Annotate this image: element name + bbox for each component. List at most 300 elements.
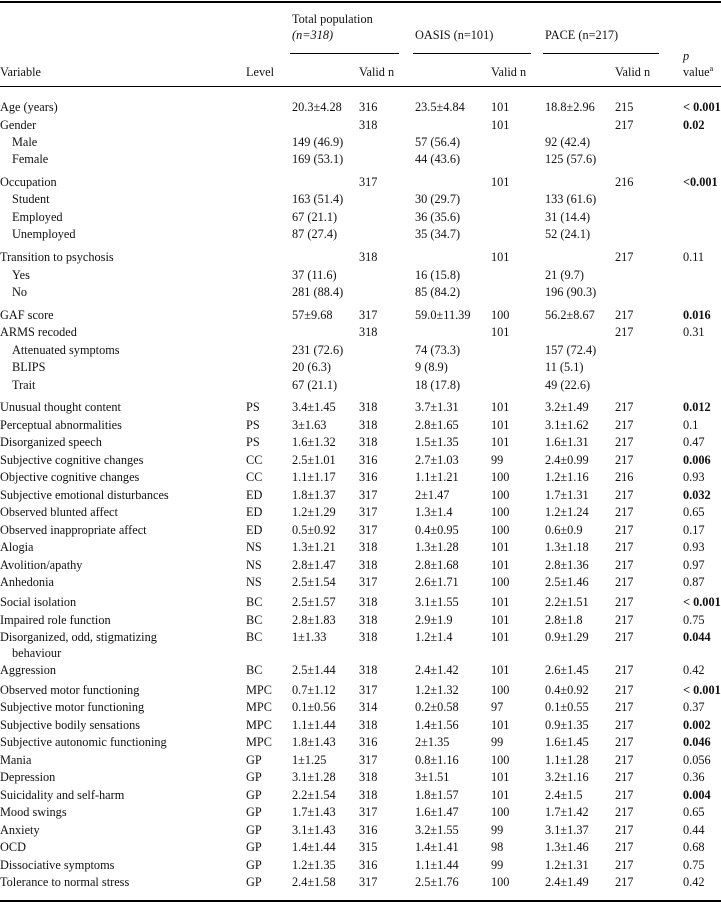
cell-total-value: 281 (88.4)	[292, 285, 344, 299]
cell-oasis-value: 0.2±0.58	[415, 700, 459, 714]
cell-total-valid-n: 318	[359, 788, 378, 802]
cell-pace-value: 2.4±1.5	[545, 788, 583, 802]
cell-total-valid-n: 317	[359, 505, 378, 519]
cell-variable: GAF score	[0, 308, 54, 322]
cell-total-valid-n: 318	[359, 540, 378, 554]
cell-level: GP	[246, 858, 262, 872]
cell-variable: Subjective motor functioning	[0, 700, 145, 714]
cell-p-value: 0.012	[683, 400, 711, 414]
cell-variable: Mania	[0, 753, 32, 767]
cell-total-valid-n: 316	[359, 453, 378, 467]
cell-pace-value: 21 (9.7)	[545, 268, 584, 282]
cell-total-value: 37 (11.6)	[292, 268, 337, 282]
cell-total-value: 20 (6.3)	[292, 360, 331, 374]
cell-total-value: 3.1±1.43	[292, 823, 336, 837]
cell-oasis-value: 3.1±1.55	[415, 595, 459, 609]
cell-oasis-valid-n: 100	[491, 470, 510, 484]
cell-pace-value: 1.3±1.46	[545, 840, 589, 854]
cell-total-valid-n: 314	[359, 700, 378, 714]
cell-level: GP	[246, 805, 262, 819]
cell-variable: Objective cognitive changes	[0, 470, 140, 484]
cell-pace-valid-n: 217	[615, 453, 634, 467]
cell-level: GP	[246, 770, 262, 784]
cell-level: BC	[246, 663, 263, 677]
cell-oasis-value: 2.6±1.71	[415, 575, 459, 589]
cell-oasis-valid-n: 101	[491, 595, 510, 609]
cell-variable: Tolerance to normal stress	[0, 875, 130, 889]
cell-p-value: 0.1	[683, 418, 699, 432]
cell-level: BC	[246, 595, 263, 609]
cell-oasis-value: 2±1.35	[415, 735, 450, 749]
cell-p-value: 0.056	[683, 753, 711, 767]
cell-total-value: 2.8±1.83	[292, 613, 336, 627]
cell-total-value: 1±1.33	[292, 630, 327, 644]
cell-variable: Female	[12, 152, 49, 166]
cell-oasis-valid-n: 101	[491, 418, 510, 432]
cell-oasis-valid-n: 100	[491, 753, 510, 767]
cell-variable: BLIPS	[12, 360, 46, 374]
cell-variable: No	[12, 285, 28, 299]
cell-total-value: 0.1±0.56	[292, 700, 336, 714]
header-level: Level	[246, 65, 274, 79]
cell-oasis-value: 1.4±1.56	[415, 718, 459, 732]
cell-oasis-value: 1.4±1.41	[415, 840, 459, 854]
cell-variable: Occupation	[0, 175, 57, 189]
cell-total-valid-n: 315	[359, 840, 378, 854]
cell-total-value: 3.1±1.28	[292, 770, 336, 784]
cell-variable: Avolition/apathy	[0, 558, 83, 572]
cell-oasis-valid-n: 100	[491, 523, 510, 537]
cell-p-value: 0.002	[683, 718, 711, 732]
cell-total-valid-n: 318	[359, 770, 378, 784]
cell-total-value: 2.5±1.54	[292, 575, 336, 589]
cell-oasis-valid-n: 101	[491, 118, 510, 132]
cell-total-value: 1.8±1.37	[292, 488, 336, 502]
cell-oasis-valid-n: 99	[491, 858, 504, 872]
cell-variable: Mood swings	[0, 805, 67, 819]
cell-total-value: 1.3±1.21	[292, 540, 336, 554]
cell-total-valid-n: 318	[359, 558, 378, 572]
cell-total-value: 2.5±1.01	[292, 453, 336, 467]
header-total-valid-n: Valid n	[359, 65, 395, 79]
cell-pace-value: 2.4±0.99	[545, 453, 589, 467]
cell-oasis-value: 18 (17.8)	[415, 378, 461, 392]
cell-pace-value: 0.4±0.92	[545, 683, 589, 697]
cell-pace-value: 3.1±1.62	[545, 418, 589, 432]
cell-pace-value: 2.4±1.49	[545, 875, 589, 889]
cell-pace-valid-n: 217	[615, 505, 634, 519]
cell-pace-valid-n: 217	[615, 753, 634, 767]
cell-pace-value: 3.1±1.37	[545, 823, 589, 837]
cell-p-value: 0.11	[683, 250, 705, 264]
cell-oasis-value: 16 (15.8)	[415, 268, 461, 282]
cell-total-value: 1.6±1.32	[292, 435, 336, 449]
cell-level: GP	[246, 823, 262, 837]
cell-total-value: 87 (27.4)	[292, 227, 338, 241]
cell-level: PS	[246, 400, 260, 414]
cell-oasis-valid-n: 99	[491, 453, 504, 467]
cell-oasis-valid-n: 101	[491, 630, 510, 644]
cell-pace-value: 31 (14.4)	[545, 210, 591, 224]
cell-level: PS	[246, 435, 260, 449]
cell-oasis-valid-n: 99	[491, 823, 504, 837]
cell-oasis-valid-n: 101	[491, 325, 510, 339]
cell-pace-value: 0.6±0.9	[545, 523, 583, 537]
cell-total-value: 149 (46.9)	[292, 135, 344, 149]
cell-p-value: 0.93	[683, 470, 705, 484]
cell-total-valid-n: 318	[359, 418, 378, 432]
cell-p-value: 0.65	[683, 805, 705, 819]
cell-oasis-valid-n: 100	[491, 488, 510, 502]
cell-variable: Yes	[12, 268, 30, 282]
cell-oasis-value: 1.5±1.35	[415, 435, 459, 449]
cell-variable: Social isolation	[0, 595, 77, 609]
top-rule	[0, 1, 721, 3]
cell-total-valid-n: 318	[359, 663, 378, 677]
cell-level: ED	[246, 505, 263, 519]
cell-pace-valid-n: 217	[615, 823, 634, 837]
header-variable: Variable	[0, 65, 41, 79]
cell-pace-valid-n: 217	[615, 630, 634, 644]
cell-total-valid-n: 318	[359, 613, 378, 627]
cell-pace-valid-n: 217	[615, 540, 634, 554]
total-group-underline	[290, 53, 399, 54]
cell-variable: Observed blunted affect	[0, 505, 118, 519]
cell-total-valid-n: 318	[359, 325, 378, 339]
cell-variable: Depression	[0, 770, 56, 784]
cell-oasis-value: 0.8±1.16	[415, 753, 459, 767]
cell-pace-value: 1.6±1.45	[545, 735, 589, 749]
cell-oasis-valid-n: 99	[491, 735, 504, 749]
cell-variable: Anxiety	[0, 823, 40, 837]
cell-pace-value: 49 (22.6)	[545, 378, 591, 392]
cell-variable: Subjective autonomic functioning	[0, 735, 167, 749]
cell-total-value: 3±1.63	[292, 418, 327, 432]
cell-oasis-valid-n: 100	[491, 308, 510, 322]
cell-p-value: 0.004	[683, 788, 711, 802]
cell-pace-value: 2.2±1.51	[545, 595, 589, 609]
cell-variable: Employed	[12, 210, 63, 224]
cell-level: ED	[246, 488, 263, 502]
cell-oasis-value: 44 (43.6)	[415, 152, 461, 166]
cell-pace-value: 2.5±1.46	[545, 575, 589, 589]
header-pace-valid-n: Valid n	[615, 65, 651, 79]
cell-oasis-valid-n: 100	[491, 505, 510, 519]
cell-total-valid-n: 317	[359, 523, 378, 537]
cell-oasis-value: 0.4±0.95	[415, 523, 459, 537]
cell-level: ED	[246, 523, 263, 537]
cell-total-valid-n: 318	[359, 400, 378, 414]
cell-p-value: 0.31	[683, 325, 705, 339]
cell-p-value: 0.68	[683, 840, 705, 854]
cell-oasis-valid-n: 101	[491, 540, 510, 554]
cell-pace-value: 1.1±1.28	[545, 753, 589, 767]
cell-p-value: 0.44	[683, 823, 705, 837]
cell-pace-valid-n: 217	[615, 488, 634, 502]
cell-pace-value: 3.2±1.16	[545, 770, 589, 784]
cell-oasis-value: 2.8±1.68	[415, 558, 459, 572]
cell-oasis-valid-n: 101	[491, 250, 510, 264]
cell-total-valid-n: 317	[359, 175, 378, 189]
cell-oasis-value: 1.2±1.4	[415, 630, 453, 644]
pace-group-underline	[543, 53, 659, 54]
cell-pace-valid-n: 217	[615, 325, 634, 339]
cell-oasis-value: 2.7±1.03	[415, 453, 459, 467]
cell-total-value: 1.4±1.44	[292, 840, 336, 854]
cell-pace-valid-n: 217	[615, 683, 634, 697]
cell-oasis-value: 1.1±1.21	[415, 470, 459, 484]
cell-oasis-value: 35 (34.7)	[415, 227, 461, 241]
cell-pace-value: 0.9±1.29	[545, 630, 589, 644]
oasis-group-underline	[413, 53, 531, 54]
cell-pace-value: 1.6±1.31	[545, 435, 589, 449]
cell-total-valid-n: 317	[359, 308, 378, 322]
cell-pace-valid-n: 217	[615, 613, 634, 627]
cell-level: GP	[246, 753, 262, 767]
cell-p-value: 0.046	[683, 735, 711, 749]
cell-oasis-valid-n: 101	[491, 400, 510, 414]
cell-pace-value: 2.8±1.8	[545, 613, 583, 627]
cell-variable: Observed motor functioning	[0, 683, 140, 697]
cell-oasis-value: 3.7±1.31	[415, 400, 459, 414]
cell-pace-value: 1.2±1.31	[545, 858, 589, 872]
cell-variable: Perceptual abnormalities	[0, 418, 122, 432]
cell-pace-valid-n: 217	[615, 875, 634, 889]
cell-oasis-value: 1.2±1.32	[415, 683, 459, 697]
cell-oasis-valid-n: 101	[491, 718, 510, 732]
cell-level: PS	[246, 418, 260, 432]
cell-pace-valid-n: 217	[615, 523, 634, 537]
cell-pace-valid-n: 217	[615, 700, 634, 714]
cell-oasis-value: 57 (56.4)	[415, 135, 461, 149]
cell-pace-valid-n: 217	[615, 435, 634, 449]
cell-variable: Subjective bodily sensations	[0, 718, 141, 732]
cell-pace-value: 3.2±1.49	[545, 400, 589, 414]
cell-pace-value: 196 (90.3)	[545, 285, 597, 299]
cell-oasis-valid-n: 100	[491, 683, 510, 697]
cell-oasis-value: 1.1±1.44	[415, 858, 459, 872]
cell-oasis-value: 30 (29.7)	[415, 192, 461, 206]
cell-total-valid-n: 318	[359, 595, 378, 609]
cell-total-value: 231 (72.6)	[292, 343, 344, 357]
cell-total-value: 1.1±1.44	[292, 718, 336, 732]
cell-total-value: 0.5±0.92	[292, 523, 336, 537]
cell-oasis-value: 23.5±4.84	[415, 100, 465, 114]
cell-oasis-value: 2.5±1.76	[415, 875, 459, 889]
header-p-line2: value$^a$	[683, 64, 714, 80]
cell-p-value: 0.044	[683, 630, 711, 644]
cell-pace-value: 2.6±1.45	[545, 663, 589, 677]
cell-total-valid-n: 317	[359, 875, 378, 889]
cell-pace-value: 157 (72.4)	[545, 343, 597, 357]
cell-total-value: 67 (21.1)	[292, 210, 338, 224]
cell-p-value: 0.032	[683, 488, 711, 502]
cell-oasis-value: 3±1.51	[415, 770, 450, 784]
cell-oasis-valid-n: 101	[491, 175, 510, 189]
cell-oasis-value: 9 (8.9)	[415, 360, 448, 374]
cell-pace-value: 1.7±1.31	[545, 488, 589, 502]
cell-oasis-valid-n: 101	[491, 770, 510, 784]
cell-variable: OCD	[0, 840, 26, 854]
cell-oasis-value: 1.8±1.57	[415, 788, 459, 802]
cell-total-valid-n: 317	[359, 488, 378, 502]
cell-variable: Suicidality and self-harm	[0, 788, 125, 802]
cell-total-value: 3.4±1.45	[292, 400, 336, 414]
cell-pace-valid-n: 217	[615, 840, 634, 854]
cell-level: NS	[246, 575, 262, 589]
cell-oasis-value: 59.0±11.39	[415, 308, 471, 322]
cell-p-value: 0.36	[683, 770, 705, 784]
bottom-rule	[0, 900, 721, 902]
cell-pace-valid-n: 217	[615, 805, 634, 819]
cell-oasis-valid-n: 100	[491, 875, 510, 889]
cell-level: CC	[246, 453, 263, 467]
cell-pace-valid-n: 217	[615, 663, 634, 677]
cell-variable: Alogia	[0, 540, 34, 554]
cell-p-value: 0.93	[683, 540, 705, 554]
cell-p-value: 0.75	[683, 613, 705, 627]
cell-pace-value: 0.1±0.55	[545, 700, 589, 714]
cell-pace-valid-n: 217	[615, 858, 634, 872]
cell-total-valid-n: 316	[359, 735, 378, 749]
cell-pace-value: 1.7±1.42	[545, 805, 589, 819]
cell-p-value: 0.42	[683, 663, 705, 677]
cell-total-valid-n: 316	[359, 470, 378, 484]
cell-oasis-value: 74 (73.3)	[415, 343, 461, 357]
cell-oasis-valid-n: 101	[491, 663, 510, 677]
cell-p-value: 0.42	[683, 875, 705, 889]
cell-level: NS	[246, 558, 262, 572]
cell-pace-valid-n: 217	[615, 558, 634, 572]
cell-total-value: 20.3±4.28	[292, 100, 342, 114]
cell-total-value: 1.2±1.35	[292, 858, 336, 872]
cell-oasis-valid-n: 100	[491, 805, 510, 819]
cell-total-value: 2.8±1.47	[292, 558, 336, 572]
cell-pace-valid-n: 217	[615, 250, 634, 264]
cell-p-value: 0.75	[683, 858, 705, 872]
cell-total-value: 2.2±1.54	[292, 788, 336, 802]
cell-oasis-valid-n: 101	[491, 558, 510, 572]
cell-pace-valid-n: 217	[615, 308, 634, 322]
cell-oasis-valid-n: 101	[491, 100, 510, 114]
cell-p-value: 0.65	[683, 505, 705, 519]
header-oasis-valid-n: Valid n	[491, 65, 527, 79]
cell-variable: Disorganized speech	[0, 435, 102, 449]
cell-oasis-value: 36 (35.6)	[415, 210, 461, 224]
cell-pace-value: 52 (24.1)	[545, 227, 591, 241]
cell-pace-valid-n: 217	[615, 770, 634, 784]
header-pace-label: PACE (n=217)	[545, 28, 619, 42]
cell-level: MPC	[246, 735, 272, 749]
cell-total-value: 169 (53.1)	[292, 152, 344, 166]
cell-p-value: < 0.001	[683, 683, 721, 697]
header-p-sup: a	[709, 64, 714, 73]
header-total-n: (n=318)	[292, 28, 334, 42]
cell-total-value: 163 (51.4)	[292, 192, 344, 206]
cell-oasis-value: 2.4±1.42	[415, 663, 459, 677]
cell-oasis-value: 1.6±1.47	[415, 805, 459, 819]
cell-total-value: 1.2±1.29	[292, 505, 336, 519]
cell-total-valid-n: 318	[359, 118, 378, 132]
cell-pace-value: 18.8±2.96	[545, 100, 595, 114]
cell-total-value: 67 (21.1)	[292, 378, 338, 392]
cell-pace-valid-n: 216	[615, 470, 634, 484]
cell-pace-valid-n: 217	[615, 575, 634, 589]
cell-oasis-valid-n: 97	[491, 700, 504, 714]
cell-variable: Gender	[0, 118, 37, 132]
cell-total-valid-n: 318	[359, 718, 378, 732]
cell-oasis-value: 2.9±1.9	[415, 613, 453, 627]
cell-p-value: < 0.001	[683, 100, 721, 114]
cell-oasis-value: 2.8±1.65	[415, 418, 459, 432]
cell-level: BC	[246, 630, 263, 644]
header-p-line1: p	[683, 49, 690, 63]
cell-pace-value: 1.2±1.16	[545, 470, 589, 484]
cell-variable: Subjective cognitive changes	[0, 453, 144, 467]
cell-pace-valid-n: 217	[615, 788, 634, 802]
cell-total-value: 1.7±1.43	[292, 805, 336, 819]
cell-p-value: 0.006	[683, 453, 711, 467]
cell-variable: Age (years)	[0, 100, 58, 114]
cell-pace-value: 92 (42.4)	[545, 135, 591, 149]
header-oasis-label: OASIS (n=101)	[415, 28, 494, 42]
cell-variable: Anhedonia	[0, 575, 54, 589]
cell-level: MPC	[246, 700, 272, 714]
cell-variable: Impaired role function	[0, 613, 111, 627]
cell-level: GP	[246, 875, 262, 889]
cell-variable-continued: behaviour	[12, 646, 62, 660]
cell-total-valid-n: 316	[359, 823, 378, 837]
cell-level: BC	[246, 613, 263, 627]
cell-pace-value: 11 (5.1)	[545, 360, 584, 374]
cell-total-value: 1±1.25	[292, 753, 327, 767]
cell-p-value: 0.87	[683, 575, 705, 589]
cell-oasis-valid-n: 101	[491, 435, 510, 449]
cell-p-value: <0.001	[683, 175, 718, 189]
cell-p-value: 0.02	[683, 118, 705, 132]
cell-oasis-value: 3.2±1.55	[415, 823, 459, 837]
cell-level: CC	[246, 470, 263, 484]
cell-pace-value: 56.2±8.67	[545, 308, 595, 322]
cell-pace-value: 1.3±1.18	[545, 540, 589, 554]
cell-total-value: 2.5±1.44	[292, 663, 336, 677]
cell-level: GP	[246, 840, 262, 854]
cell-variable: Aggression	[0, 663, 57, 677]
cell-level: MPC	[246, 718, 272, 732]
cell-total-valid-n: 317	[359, 753, 378, 767]
cell-total-valid-n: 317	[359, 575, 378, 589]
cell-oasis-valid-n: 98	[491, 840, 504, 854]
cell-oasis-value: 2±1.47	[415, 488, 450, 502]
cell-variable: Trait	[12, 378, 36, 392]
cell-variable: Transition to psychosis	[0, 250, 114, 264]
cell-total-valid-n: 318	[359, 435, 378, 449]
cell-oasis-valid-n: 100	[491, 575, 510, 589]
cell-total-value: 1.8±1.43	[292, 735, 336, 749]
cell-variable: Disorganized, odd, stigmatizing	[0, 630, 157, 644]
cell-variable: Male	[12, 135, 38, 149]
cell-oasis-value: 85 (84.2)	[415, 285, 461, 299]
header-bottom-rule	[0, 86, 721, 87]
cell-pace-value: 0.9±1.35	[545, 718, 589, 732]
cell-oasis-value: 1.3±1.4	[415, 505, 453, 519]
cell-pace-valid-n: 217	[615, 735, 634, 749]
cell-total-valid-n: 317	[359, 683, 378, 697]
cell-total-valid-n: 318	[359, 630, 378, 644]
cell-total-value: 1.1±1.17	[292, 470, 336, 484]
cell-total-value: 2.5±1.57	[292, 595, 336, 609]
cell-variable: Student	[12, 192, 50, 206]
